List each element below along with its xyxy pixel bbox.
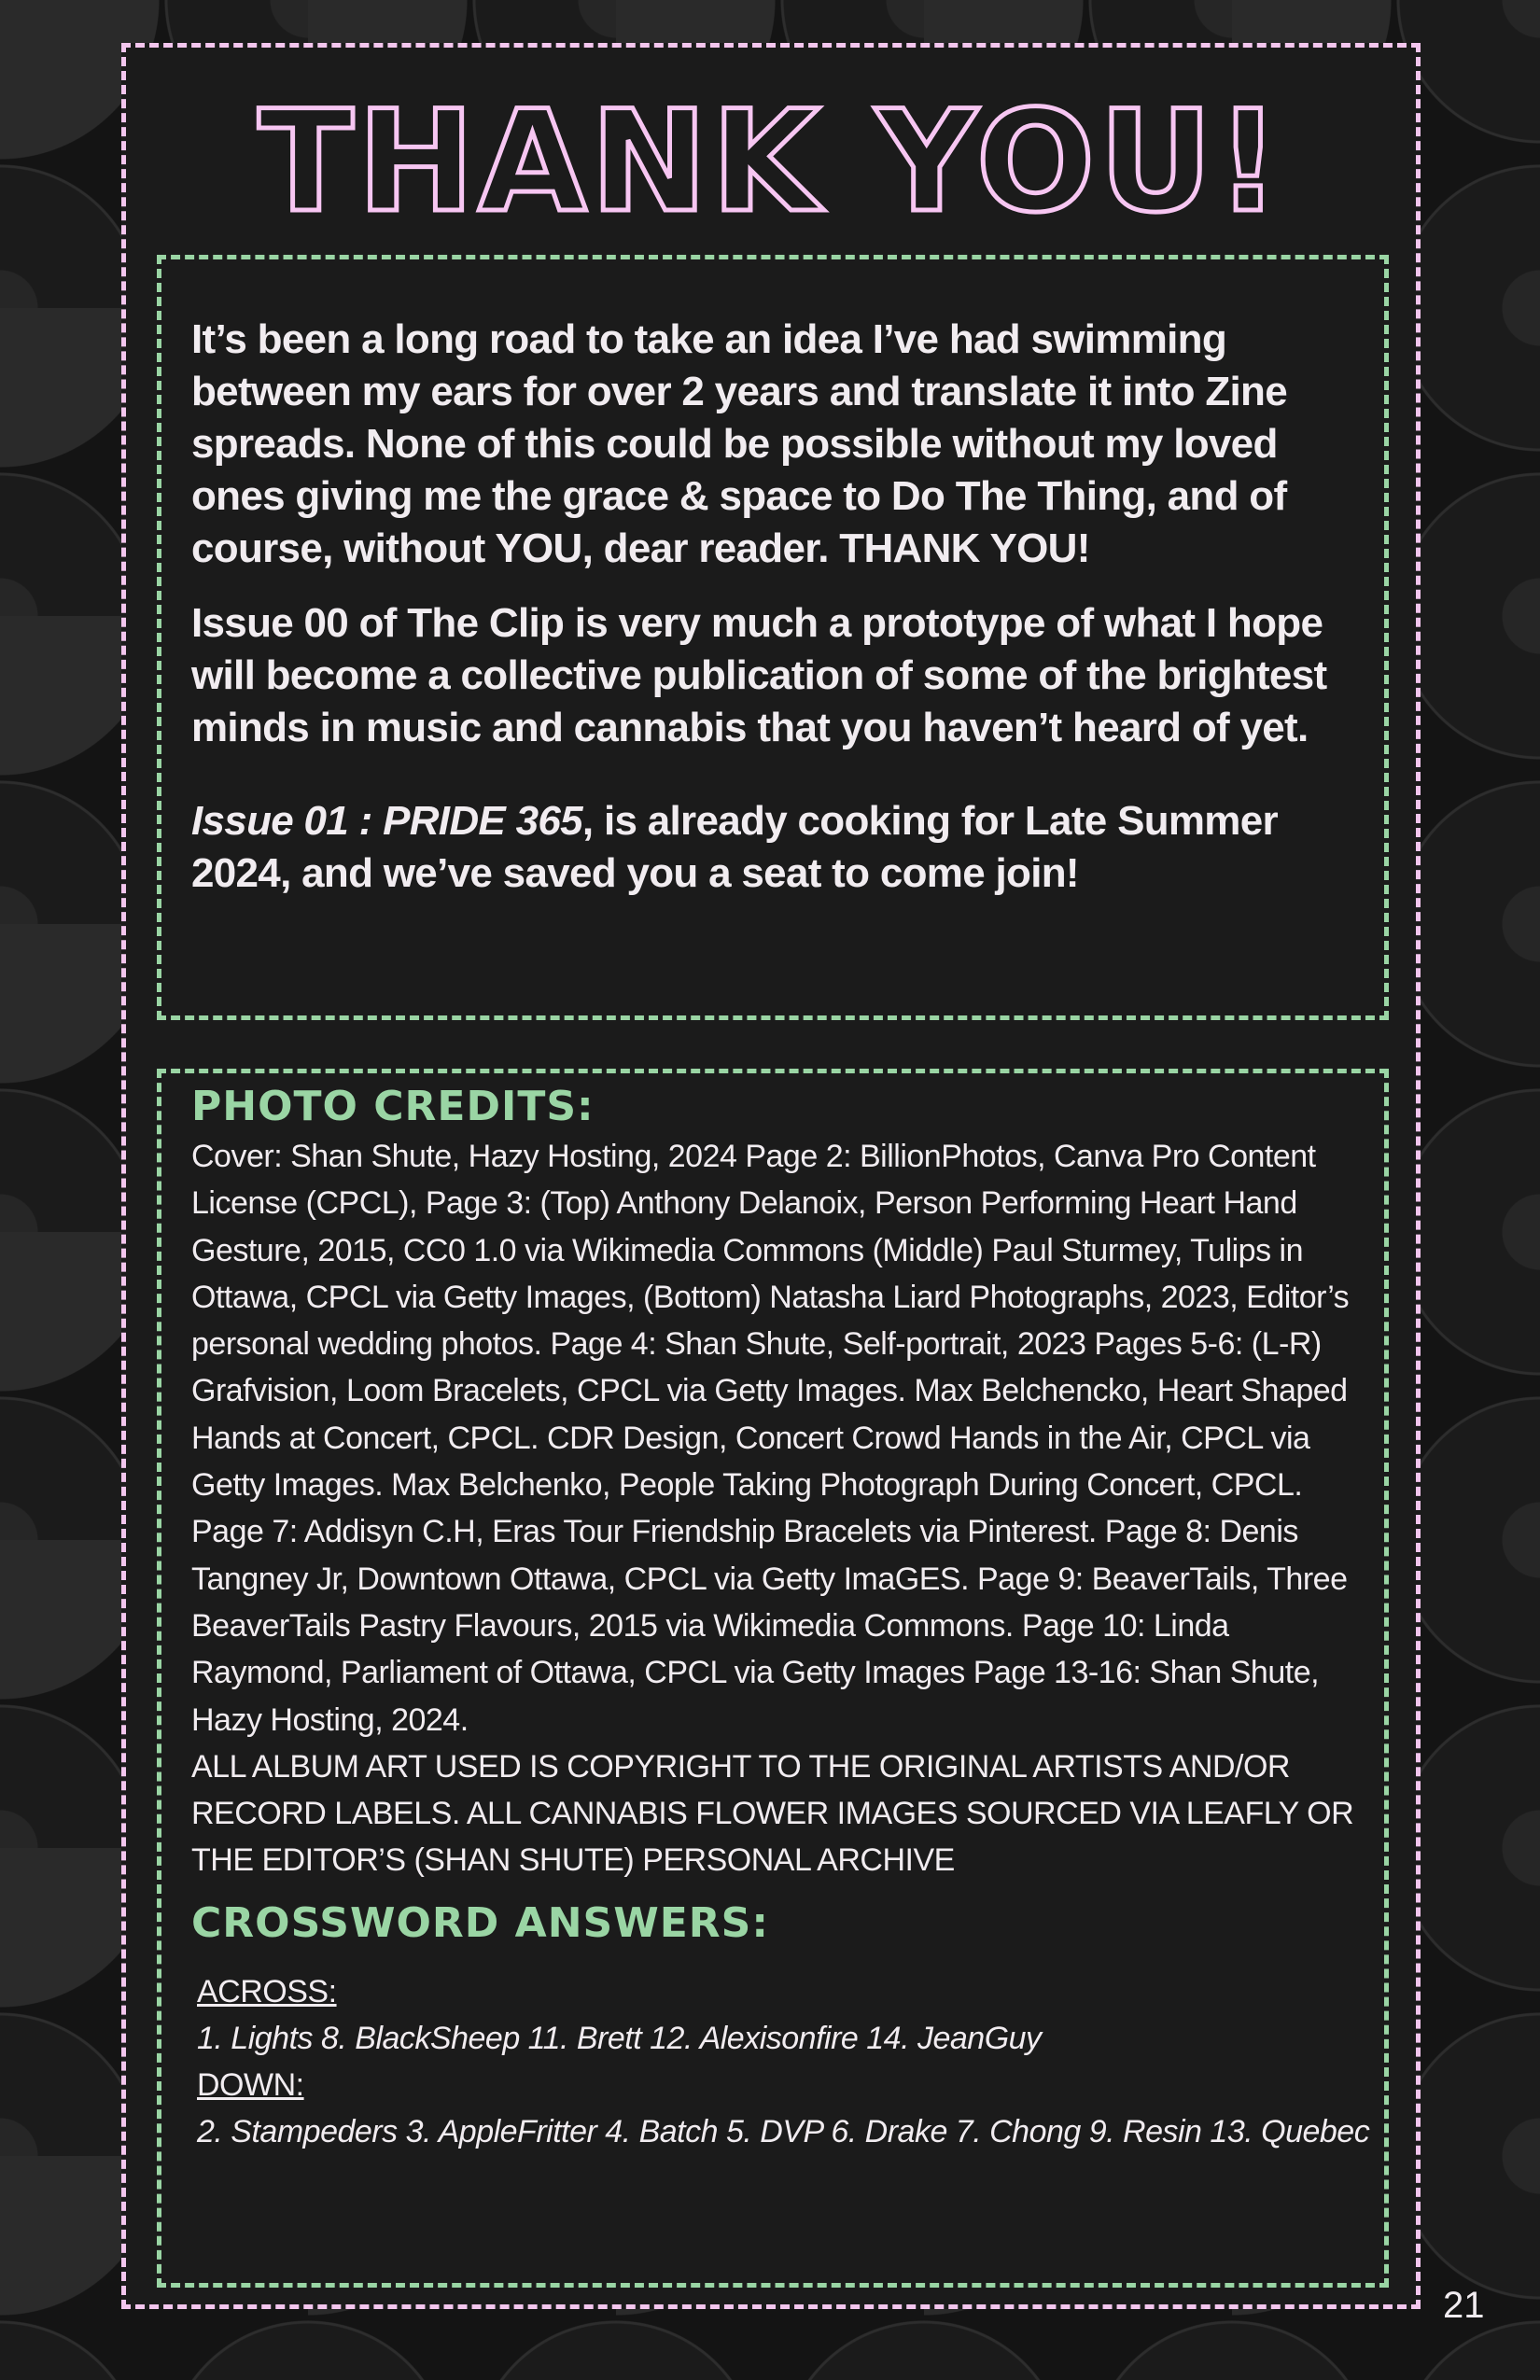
page-number: 21 <box>1443 2285 1485 2326</box>
page-frame <box>121 43 1421 2309</box>
thank-you-box <box>157 255 1389 1020</box>
photo-credits-list: Cover: Shan Shute, Hazy Hosting, 2024 Page 2: BillionPhotos, Canva Pro Content License (CPCL), Page 3: (Top) Anthony Delanoix, Person Performing Heart Hand Gesture, 2015, CC0 1.0 via Wikimedia Commons (Middle) Paul Sturmey, Tulips in Ottawa, CPCL via Getty Images, (Bottom) Natasha Liard Photographs, 2023, Editor’s personal wedding photos. Page 4: Shan Shute, Self-portrait, 2023 Pages 5-6: (L-R) Grafvision, Loom Bracelets, CPCL via Getty Images. Max Belchencko, Heart Shaped Hands at Concert, CPCL. CDR Design, Concert Crowd Hands in the Air, CPCL via Getty Images. Max Belchenko, People Taking Photograph During Concert, CPCL. Page 7: Addisyn C.H, Eras Tour Friendship Bracelets via Pinterest. Page 8: Denis Tangney Jr, Downtown Ottawa, CPCL via Getty ImaGES. Page 9: BeaverTails, Three BeaverTails Pastry Flavours, 2015 via Wikimedia Commons. Page 10: Linda Raymond, Parliament of Ottawa, CPCL via Getty Images Page 13-16: Shan Shute, Hazy Hosting, 2024. <box>191 1139 1350 1738</box>
page-title: THANK YOU! <box>258 81 1284 244</box>
thanks-paragraph-3 <box>191 795 1367 900</box>
thank-you-message <box>191 314 1367 922</box>
copyright-notice: ALL ALBUM ART USED IS COPYRIGHT TO THE ORIGINAL ARTISTS AND/OR RECORD LABELS. ALL CANNABIS FLOWER IMAGES SOURCED VIA LEAFLY OR THE EDITOR’S (SHAN SHUTE) PERSONAL ARCHIVE <box>191 1748 1354 1879</box>
credits-box <box>157 1069 1389 2288</box>
thanks-paragraph-2: Issue 00 of The Clip is very much a prototype of what I hope will become a collective publication of some of the brightest minds in music and cannabis that you haven’t heard of yet. <box>191 600 1327 750</box>
issue-title: Issue 01 : PRIDE 365 <box>191 798 582 844</box>
issue-announcement: , is already cooking for Late Summer 2024, and we’ve saved you a seat to come join! <box>191 798 1278 896</box>
thanks-paragraph-1: It’s been a long road to take an idea I’ve had swimming between my ears for over 2 years and translate it into Zine spreads. None of this could be possible without my loved ones giving me the grace & space to Do The Thing, and of course, without YOU, dear reader. THANK YOU! <box>191 316 1288 571</box>
down-answers: 2. Stampeders 3. AppleFritter 4. Batch 5. DVP 6. Drake 7. Chong 9. Resin 13. Quebec <box>197 2113 1370 2149</box>
across-label: ACROSS: <box>197 1973 337 2009</box>
crossword-answers <box>197 1968 1377 2155</box>
crossword-answers-heading: CROSSWORD ANSWERS: <box>191 1898 769 1947</box>
photo-credits-text <box>191 1133 1377 1884</box>
down-label: DOWN: <box>197 2066 304 2103</box>
across-answers: 1. Lights 8. BlackSheep 11. Brett 12. Alexisonfire 14. JeanGuy <box>197 2020 1042 2056</box>
photo-credits-heading: PHOTO CREDITS: <box>191 1083 595 1130</box>
credits-content <box>191 1083 1377 2155</box>
